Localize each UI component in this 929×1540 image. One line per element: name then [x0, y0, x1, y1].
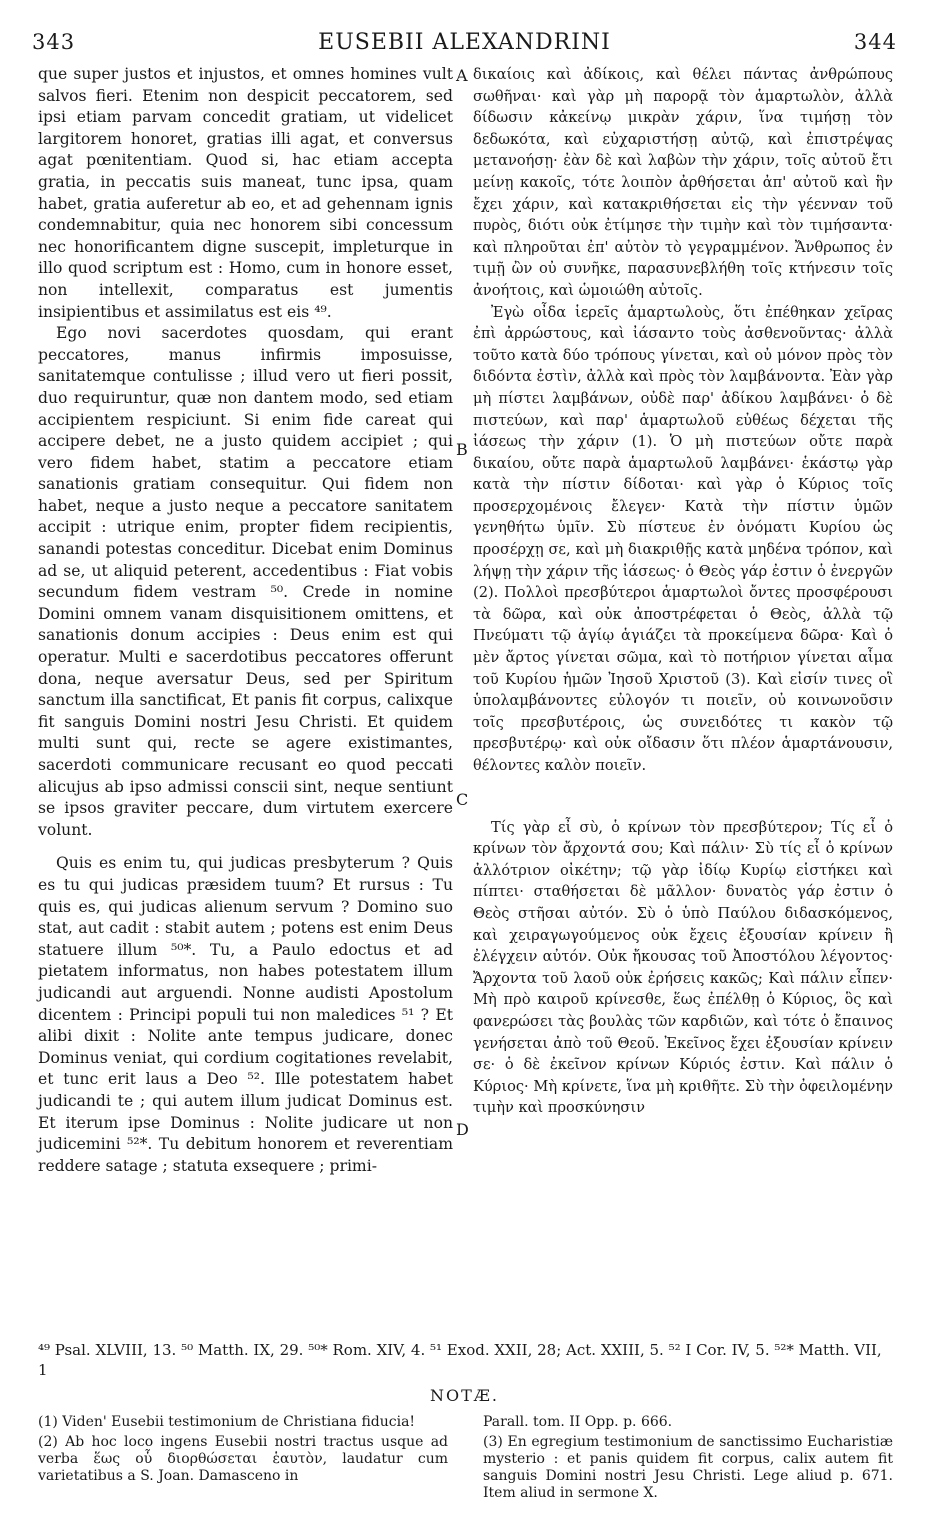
running-title: EUSEBII ALEXANDRINI — [318, 30, 611, 55]
latin-paragraph-1: que super justos et injustos, et omnes homines vult salvos fieri. Etenim non despicit peccatorem, sed ipsi etiam parvam concedit gratiam, ut videlicet largitorem honoret, gratias illi agat, et conversus agat pœnitentiam. Quod si, hac etiam accepta gratia, in peccatis suis maneat, tunc ipsa, quam habet, gratia auferetur ab eo, et ad gehennam ignis condemnabitur, quia nec honorem sibi concessum nec honorificantem digne suscepit, impleturque in illo quod scriptum est : Homo, cum in honore esset, non intellexit, comparatus est jumentis insipientibus et assimilatus est eis ⁴⁹. — [38, 65, 453, 321]
scripture-references: ⁴⁹ Psal. XLVIII, 13. ⁵⁰ Matth. IX, 29. ⁵⁰* Rom. XIV, 4. ⁵¹ Exod. XXII, 28; Act. XXIII, 5. ⁵² I Cor. IV, 5. ⁵²* Matth. VII, 1 — [38, 1341, 882, 1379]
running-header — [0, 30, 929, 60]
latin-paragraph-2: Ego novi sacerdotes quosdam, qui erant peccatores, manus infirmis imposuisse, sanitatemque contulisse ; illud vero ut fieri possit, duo requiruntur, quæ non dantem modo, sed etiam accipientem respiciunt. Si enim fide careat qui accipere debet, ne a justo quidem accipiet ; qui vero fidem habet, statim a peccatore etiam sanationis gratiam consequitur. Qui fidem non habet, neque a justo neque a peccatore sanitatem accipit : utrique enim, propter fidem recipientis, sanandi potestas conceditur. Dicebat enim Dominus ad se, ut aliquid peterent, accedentibus : Fiat vobis secundum fidem vestram ⁵⁰. Crede in nomine Domini omnem vanam disquisitionem omittens, et sanationis donum accipies : Deus enim est qui operatur. Multi e sacerdotibus peccatores offerunt dona, neque aversatur Deus, sed per Spiritum sanctum illa sanctificat, Et panis fit corpus, calixque fit sanguis Domini nostri Jesu Christi. Et quidem multi sunt qui, recte se agere existimantes, sacerdoti communicare recusant eo quod peccati alicujus ab ipso admissi conscii sint, neque sentiunt se ipsos graviter peccare, dum virtutem exercere volunt. — [38, 324, 453, 839]
greek-paragraph-1: δικαίοις καὶ ἀδίκοις, καὶ θέλει πάντας ἀνθρώπους σωθῆναι· καὶ γὰρ μὴ παρορᾷ τὸν ἁμαρτωλὸν, ἀλλὰ δίδωσιν κἀκείνῳ μικρὰν χάριν, ἵνα τιμήσῃ τὸν δεδωκότα, καὶ εὐχαριστήσῃ αὐτῷ, καὶ ἐπιστρέψας μετανοήσῃ· ἐὰν δὲ καὶ λαβὼν τὴν χάριν, τοῖς αὐτοῦ ἔτι μείνῃ κακοῖς, τότε λοιπὸν ἀρθήσεται ἀπ' αὐτοῦ καὶ ἣν ἔχει χάριν, καὶ κατακριθήσεται εἰς τὴν γέενναν τοῦ πυρὸς, διότι οὐκ ἐτίμησε τὴν τιμὴν καὶ τὸν τιμήσαντα· καὶ πληροῦται ἐπ' αὐτὸν τὸ γεγραμμένον. Ἄνθρωπος ἐν τιμῇ ὢν οὐ συνῆκε, παρασυνεβλήθη τοῖς κτήνεσιν τοῖς ἀνοήτοις, καὶ ὡμοιώθη αὐτοῖς. — [473, 66, 893, 299]
notes-left-column — [38, 1414, 448, 1488]
margin-letter-b: B — [456, 440, 468, 459]
notes-heading: NOTÆ. — [430, 1386, 499, 1405]
margin-letter-a: A — [456, 66, 468, 85]
note-3: (3) En egregium testimonium de sanctissimo Eucharistiæ mysterio : et panis quidem fit corpus, calix autem fit sanguis Domini nostri Jesu Christi. Lege aliud p. 671. Item aliud in sermone X. — [483, 1434, 893, 1501]
greek-paragraph-3: Τίς γὰρ εἶ σὺ, ὁ κρίνων τὸν πρεσβύτερον; Τίς εἶ ὁ κρίνων τὸν ἄρχοντά σου; Καὶ πάλιν· Σὺ τίς εἶ ὁ κρίνων ἀλλότριον οἰκέτην; τῷ γὰρ ἰδίῳ Κυρίῳ εἱστήκει καὶ πίπτει· σταθήσεται δὲ μᾶλλον· δυνατὸς γάρ ἐστιν ὁ Θεὸς στῆσαι αὐτόν. Σὺ ὁ ὑπὸ Παύλου διδασκόμενος, καὶ χειραγωγούμενος οὐκ ἔχεις ἐξουσίαν κρίνειν ἢ ἐλέγχειν αὐτόν. Οὐκ ἤκουσας τοῦ Ἀποστόλου λέγοντος· Ἄρχοντα τοῦ λαοῦ οὐκ ἐρήσεις κακῶς; Καὶ πάλιν εἶπεν· Μὴ πρὸ καιροῦ κρίνεσθε, ἕως ἐπέλθῃ ὁ Κύριος, ὃς καὶ φανερώσει τὰς βουλὰς τῶν καρδιῶν, καὶ τότε ὁ ἔπαινος γενήσεται ἀπὸ τοῦ Θεοῦ. Ἐκεῖνος ἔχει ἐξουσίαν κρίνειν σε· ὁ δὲ ἐκεῖνον κρίνων Κύριός ἐστιν. Καὶ πάλιν ὁ Κύριος· Μὴ κρίνετε, ἵνα μὴ κριθῆτε. Σὺ τὴν ὀφειλομένην τιμὴν καὶ προσκύνησιν — [473, 818, 893, 1117]
note-1: (1) Viden' Eusebii testimonium de Christiana fiducia! — [38, 1414, 416, 1430]
note-2-continued: Parall. tom. II Opp. p. 666. — [483, 1414, 673, 1430]
greek-column — [473, 64, 893, 1119]
note-2: (2) Ab hoc loco ingens Eusebii nostri tractus usque ad verba ἕως οὗ διορθώσεται ἑαυτὸν, laudatur cum varietatibus a S. Joan. Damasceno in — [38, 1434, 448, 1484]
greek-paragraph-2: Ἐγὼ οἶδα ἱερεῖς ἁμαρτωλοὺς, ὅτι ἐπέθηκαν χεῖρας ἐπὶ ἀρρώστους, καὶ ἰάσαντο τοὺς ἀσθενοῦντας· ἀλλὰ τοῦτο κατὰ δύο τρόπους γίνεται, καὶ οὐ μόνον πρὸς τὸν διδόντα ἐστὶν, ἀλλὰ καὶ πρὸς τὸν λαμβάνοντα. Ἐὰν γὰρ μὴ πίστει λαμβάνων, οὐδὲ παρ' ἀδίκου λαμβάνει· ὁ δὲ πιστεύων, καὶ παρ' ἁμαρτωλοῦ εὐθέως δέχεται τῆς ἰάσεως τὴν χάριν (1). Ὁ μὴ πιστεύων οὔτε παρὰ δικαίου, οὔτε παρὰ ἁμαρτωλοῦ λαμβάνει· ἑκάστῳ γὰρ κατὰ τὴν πίστιν δίδοται· καὶ γὰρ ὁ Κύριος τοῖς προσερχομένοις ἔλεγεν· Κατὰ τὴν πίστιν ὑμῶν γενηθήτω ὑμῖν. Σὺ πίστευε ἐν ὀνόματι Κυρίου ὡς προσέρχῃ σε, καὶ μὴ διακριθῇς κατὰ μηδένα τρόπον, καὶ λήψῃ τὴν χάριν τῆς ἰάσεως· ὁ Θεὸς γάρ ἐστιν ὁ ἐνεργῶν (2). Πολλοὶ πρεσβύτεροι ἁμαρτωλοὶ ὄντες προσφέρουσι τὰ δῶρα, καὶ οὐκ ἀποστρέφεται ὁ Θεὸς, ἀλλὰ τῷ Πνεύματι τῷ ἁγίῳ ἁγιάζει τὰ προκείμενα δῶρα· Καὶ ὁ μὲν ἄρτος γίνεται σῶμα, καὶ τὸ ποτήριον γίνεται αἷμα τοῦ Κυρίου ἡμῶν Ἰησοῦ Χριστοῦ (3). Καὶ εἰσίν τινες οἳ ὑπολαμβάνοντες εὐλογόν τι ποιεῖν, οὐ κοινωνοῦσιν τοῖς πρεσβυτέροις, ὡς συνειδότες τι κακὸν τῷ πρεσβυτέρῳ· καὶ οὐκ οἴδασιν ὅτι πλέον ἁμαρτάνουσιν, θέλοντες καλὸν ποιεῖν. — [473, 303, 893, 774]
page-number-left: 343 — [32, 30, 76, 54]
latin-column — [38, 64, 453, 1177]
latin-paragraph-3: Quis es enim tu, qui judicas presbyterum ? Quis es tu qui judicas præsidem tuum? Et rursus : Tu quis es, qui judicas alienum servum ? Domino suo stat, aut cadit : stabit autem ; potens est enim Deus statuere illum ⁵⁰*. Tu, a Paulo edoctus et ad pietatem informatus, non habes potestatem illum judicandi aut arguendi. Nonne audisti Apostolum dicentem : Principi populi tui non maledices ⁵¹ ? Et alibi dixit : Nolite ante tempus judicare, donec Dominus veniat, qui cordium cogitationes revelabit, et tunc erit laus a Deo ⁵². Ille potestatem habet judicandi te ; qui autem illum judicat Dominus est. Et iterum ipse Dominus : Nolite judicare ut non judicemini ⁵²*. Tu debitum honorem et reverentiam reddere satage ; statuta exsequere ; primi- — [38, 854, 453, 1175]
margin-letter-c: C — [456, 790, 469, 809]
notes-right-column — [483, 1414, 893, 1505]
page-number-right: 344 — [853, 30, 897, 54]
margin-letter-d: D — [456, 1120, 469, 1139]
